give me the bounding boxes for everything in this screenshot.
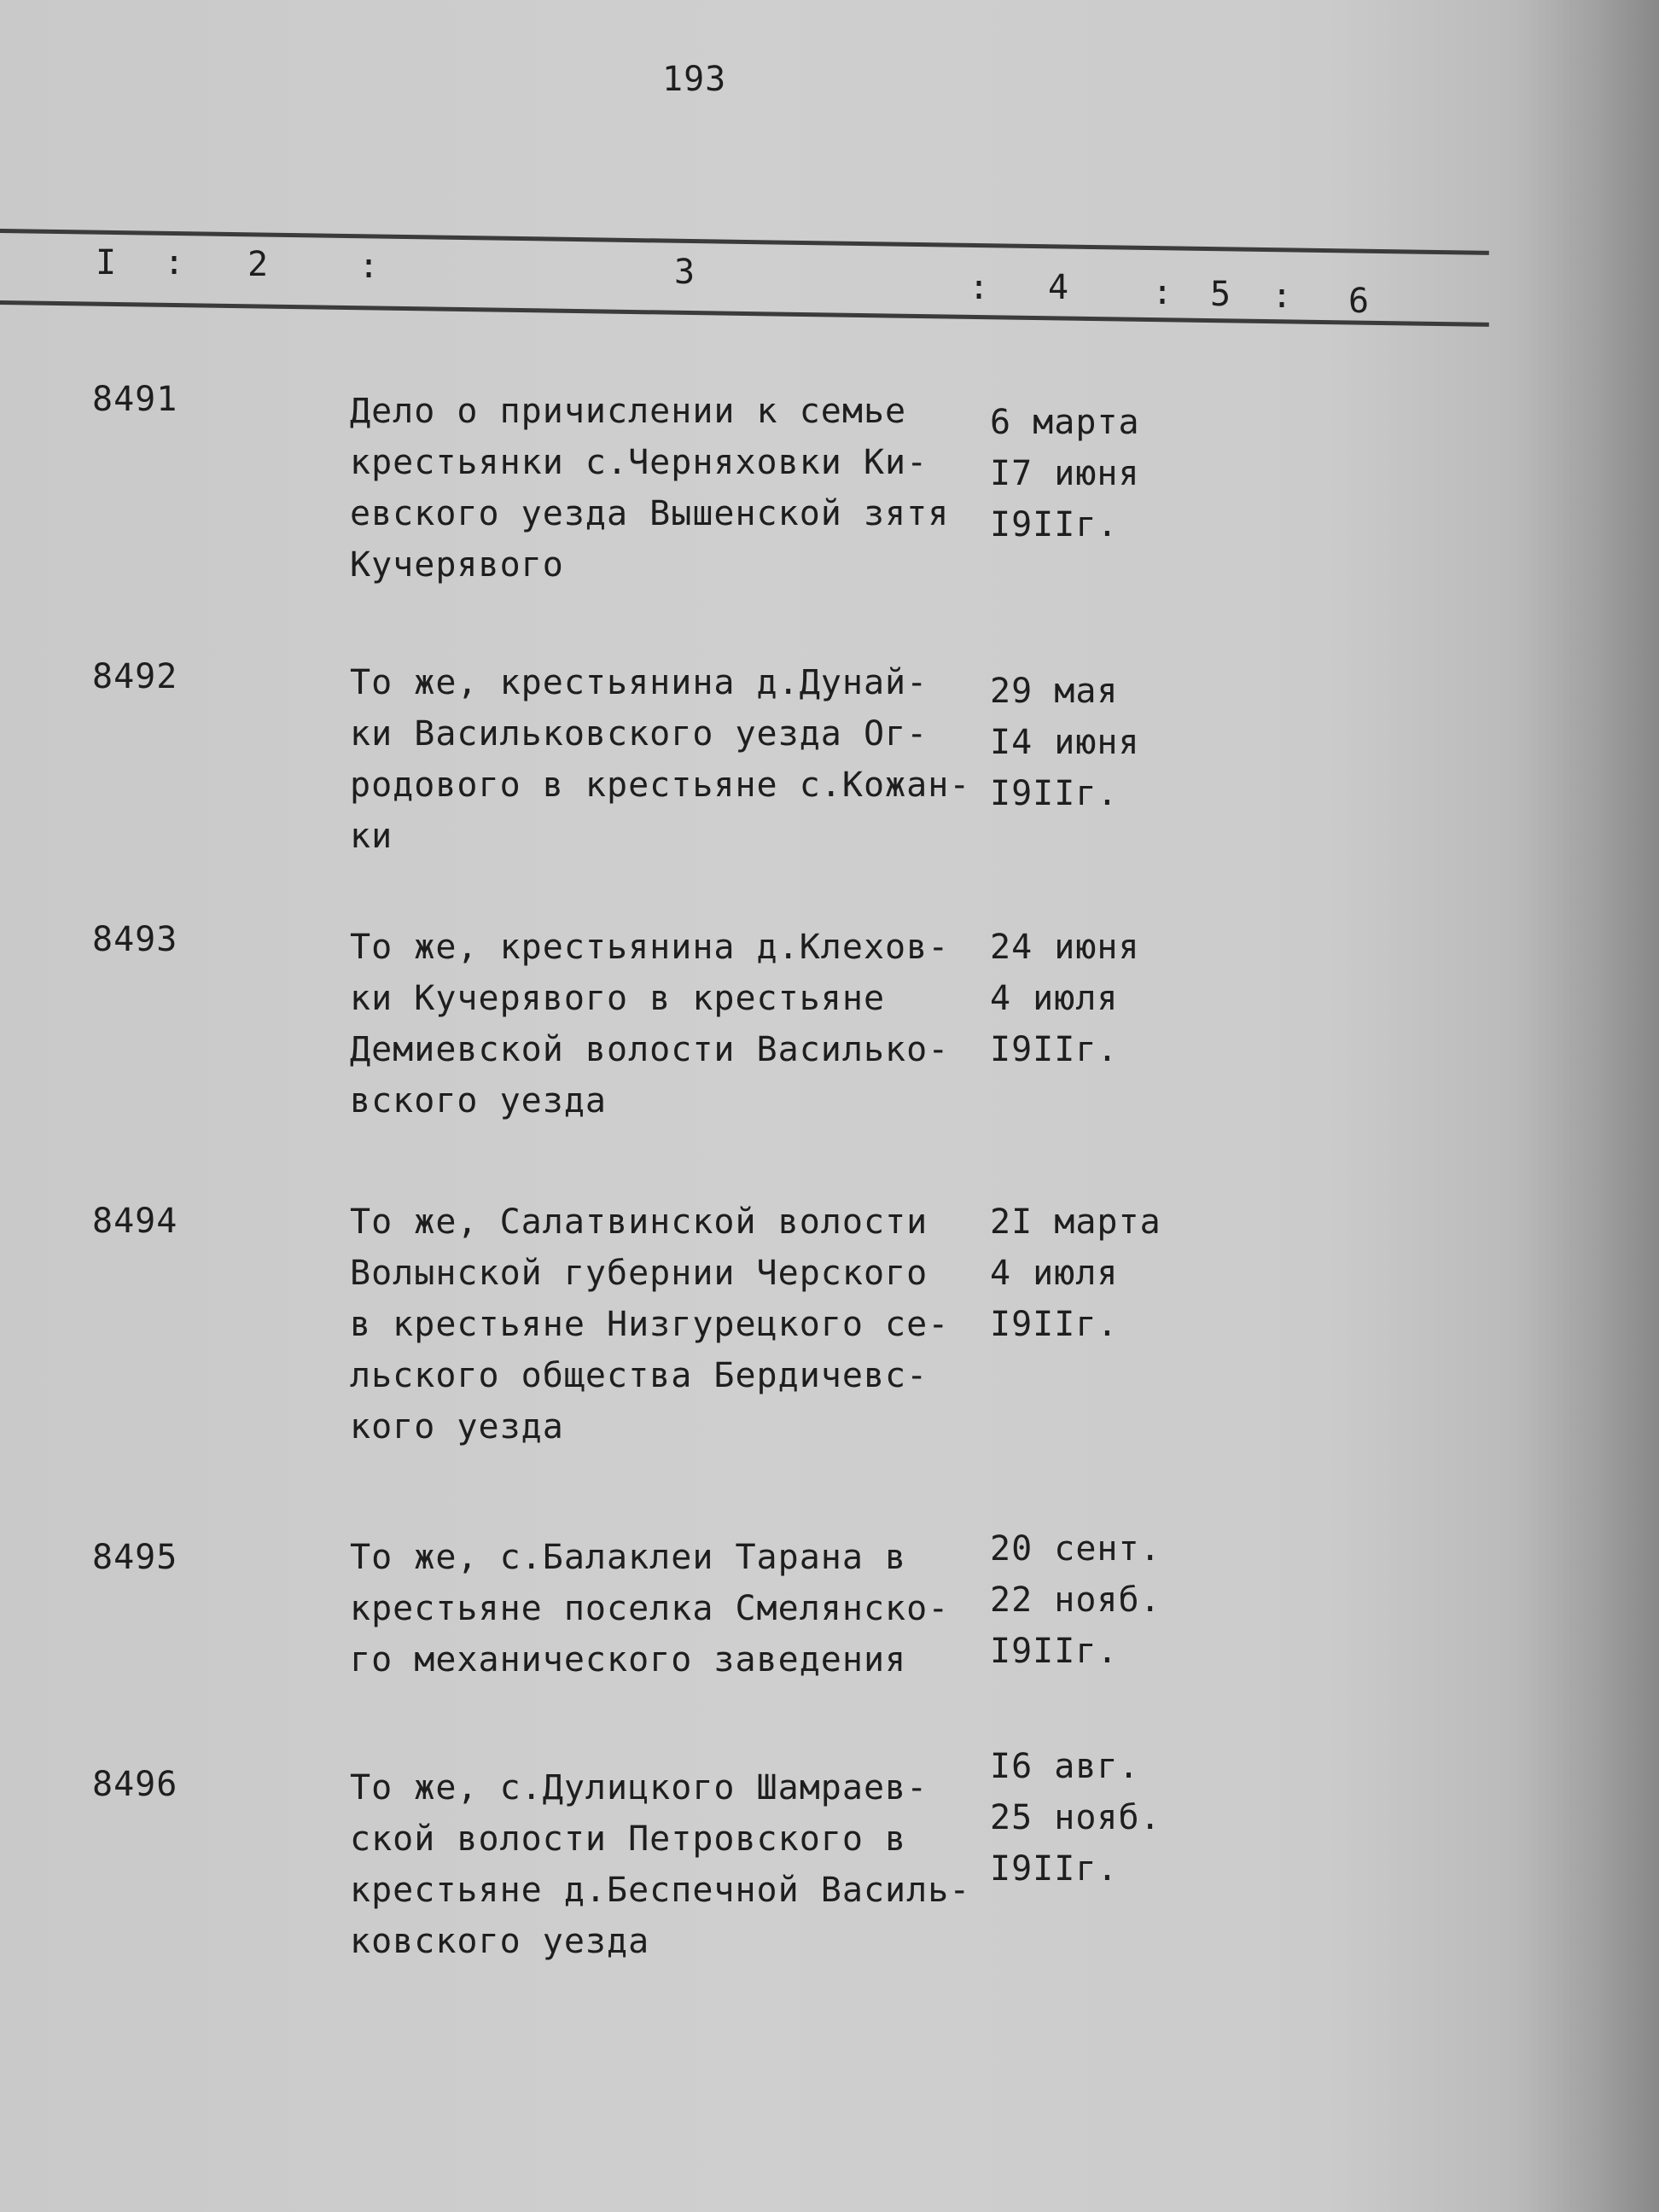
- header-top-rule: [0, 229, 1489, 255]
- page-number: 193: [662, 60, 727, 99]
- column-header-5: 5: [1210, 275, 1231, 314]
- entry-dates: [990, 397, 1140, 550]
- date-line: I7 июня: [990, 454, 1140, 493]
- description-line: То же, с.Балаклеи Тарана в: [350, 1538, 907, 1577]
- description-line: крестьяне поселка Смелянско-: [350, 1589, 950, 1628]
- date-line: 25 нояб.: [990, 1798, 1161, 1837]
- description-line: То же, Салатвинской волости: [350, 1202, 928, 1242]
- date-line: I9IIг.: [990, 1030, 1119, 1069]
- description-line: ки: [350, 817, 393, 856]
- entry-description: [350, 386, 998, 591]
- description-line: льского общества Бердичевс-: [350, 1356, 928, 1395]
- header-bottom-rule: [0, 300, 1489, 327]
- description-line: То же, крестьянина д.Дунай-: [350, 663, 928, 702]
- column-header-separator: :: [969, 268, 990, 307]
- date-line: 20 сент.: [990, 1529, 1161, 1569]
- date-line: 29 мая: [990, 672, 1119, 711]
- description-line: родового в крестьяне с.Кожан-: [350, 765, 971, 805]
- entry-description: [350, 1196, 998, 1452]
- date-line: 24 июня: [990, 928, 1140, 967]
- date-line: 6 марта: [990, 403, 1140, 442]
- description-line: ки Васильковского уезда Ог-: [350, 714, 928, 754]
- column-header-4: 4: [1048, 268, 1069, 307]
- entry-dates: [990, 666, 1140, 819]
- description-line: ской волости Петровского в: [350, 1819, 907, 1859]
- entry-dates: [990, 1523, 1161, 1677]
- description-line: евского уезда Вышенской зятя: [350, 494, 950, 533]
- date-line: I9IIг.: [990, 774, 1119, 813]
- date-line: 4 июля: [990, 979, 1119, 1018]
- column-header-3: 3: [674, 253, 696, 292]
- entry-description: [350, 1532, 998, 1685]
- column-header-separator: :: [1272, 276, 1293, 316]
- description-line: крестьяне д.Беспечной Василь-: [350, 1871, 971, 1910]
- entry-description: [350, 1762, 998, 1967]
- column-header-2: 2: [247, 245, 269, 284]
- description-line: Дело о причислении к семье: [350, 392, 907, 431]
- description-line: вского уезда: [350, 1081, 607, 1121]
- column-header-separator: :: [358, 247, 380, 286]
- description-line: То же, крестьянина д.Клехов-: [350, 928, 950, 967]
- date-line: I9IIг.: [990, 505, 1119, 544]
- entry-id: 8494: [92, 1202, 178, 1241]
- description-line: Волынской губернии Черского: [350, 1254, 928, 1293]
- page-edge-shadow: [1514, 0, 1659, 2212]
- entry-id: 8496: [92, 1765, 178, 1804]
- description-line: ковского уезда: [350, 1922, 650, 1961]
- entry-id: 8493: [92, 920, 178, 959]
- description-line: го механического заведения: [350, 1640, 907, 1679]
- column-header-separator: :: [1152, 273, 1173, 312]
- description-line: То же, с.Дулицкого Шамраев-: [350, 1768, 928, 1807]
- description-line: крестьянки с.Черняховки Ки-: [350, 443, 928, 482]
- description-line: кого уезда: [350, 1407, 564, 1447]
- entry-id: 8495: [92, 1538, 178, 1577]
- description-line: ки Кучерявого в крестьяне: [350, 979, 886, 1018]
- entry-id: 8491: [92, 380, 178, 419]
- date-line: I9IIг.: [990, 1305, 1119, 1344]
- column-header-6: 6: [1348, 282, 1370, 321]
- date-line: I4 июня: [990, 723, 1140, 762]
- entry-dates: [990, 922, 1140, 1075]
- column-header-1: I: [96, 243, 117, 282]
- description-line: в крестьяне Низгурецкого се-: [350, 1305, 950, 1344]
- entry-description: [350, 657, 998, 862]
- entry-description: [350, 922, 998, 1126]
- date-line: 2I марта: [990, 1202, 1161, 1242]
- date-line: I6 авг.: [990, 1747, 1140, 1786]
- description-line: Кучерявого: [350, 545, 564, 585]
- entry-dates: [990, 1741, 1161, 1895]
- entry-id: 8492: [92, 657, 178, 696]
- entry-dates: [990, 1196, 1161, 1350]
- date-line: 4 июля: [990, 1254, 1119, 1293]
- date-line: 22 нояб.: [990, 1580, 1161, 1620]
- date-line: I9IIг.: [990, 1849, 1119, 1889]
- column-header-separator: :: [164, 243, 185, 282]
- description-line: Демиевской волости Василько-: [350, 1030, 950, 1069]
- date-line: I9IIг.: [990, 1632, 1119, 1671]
